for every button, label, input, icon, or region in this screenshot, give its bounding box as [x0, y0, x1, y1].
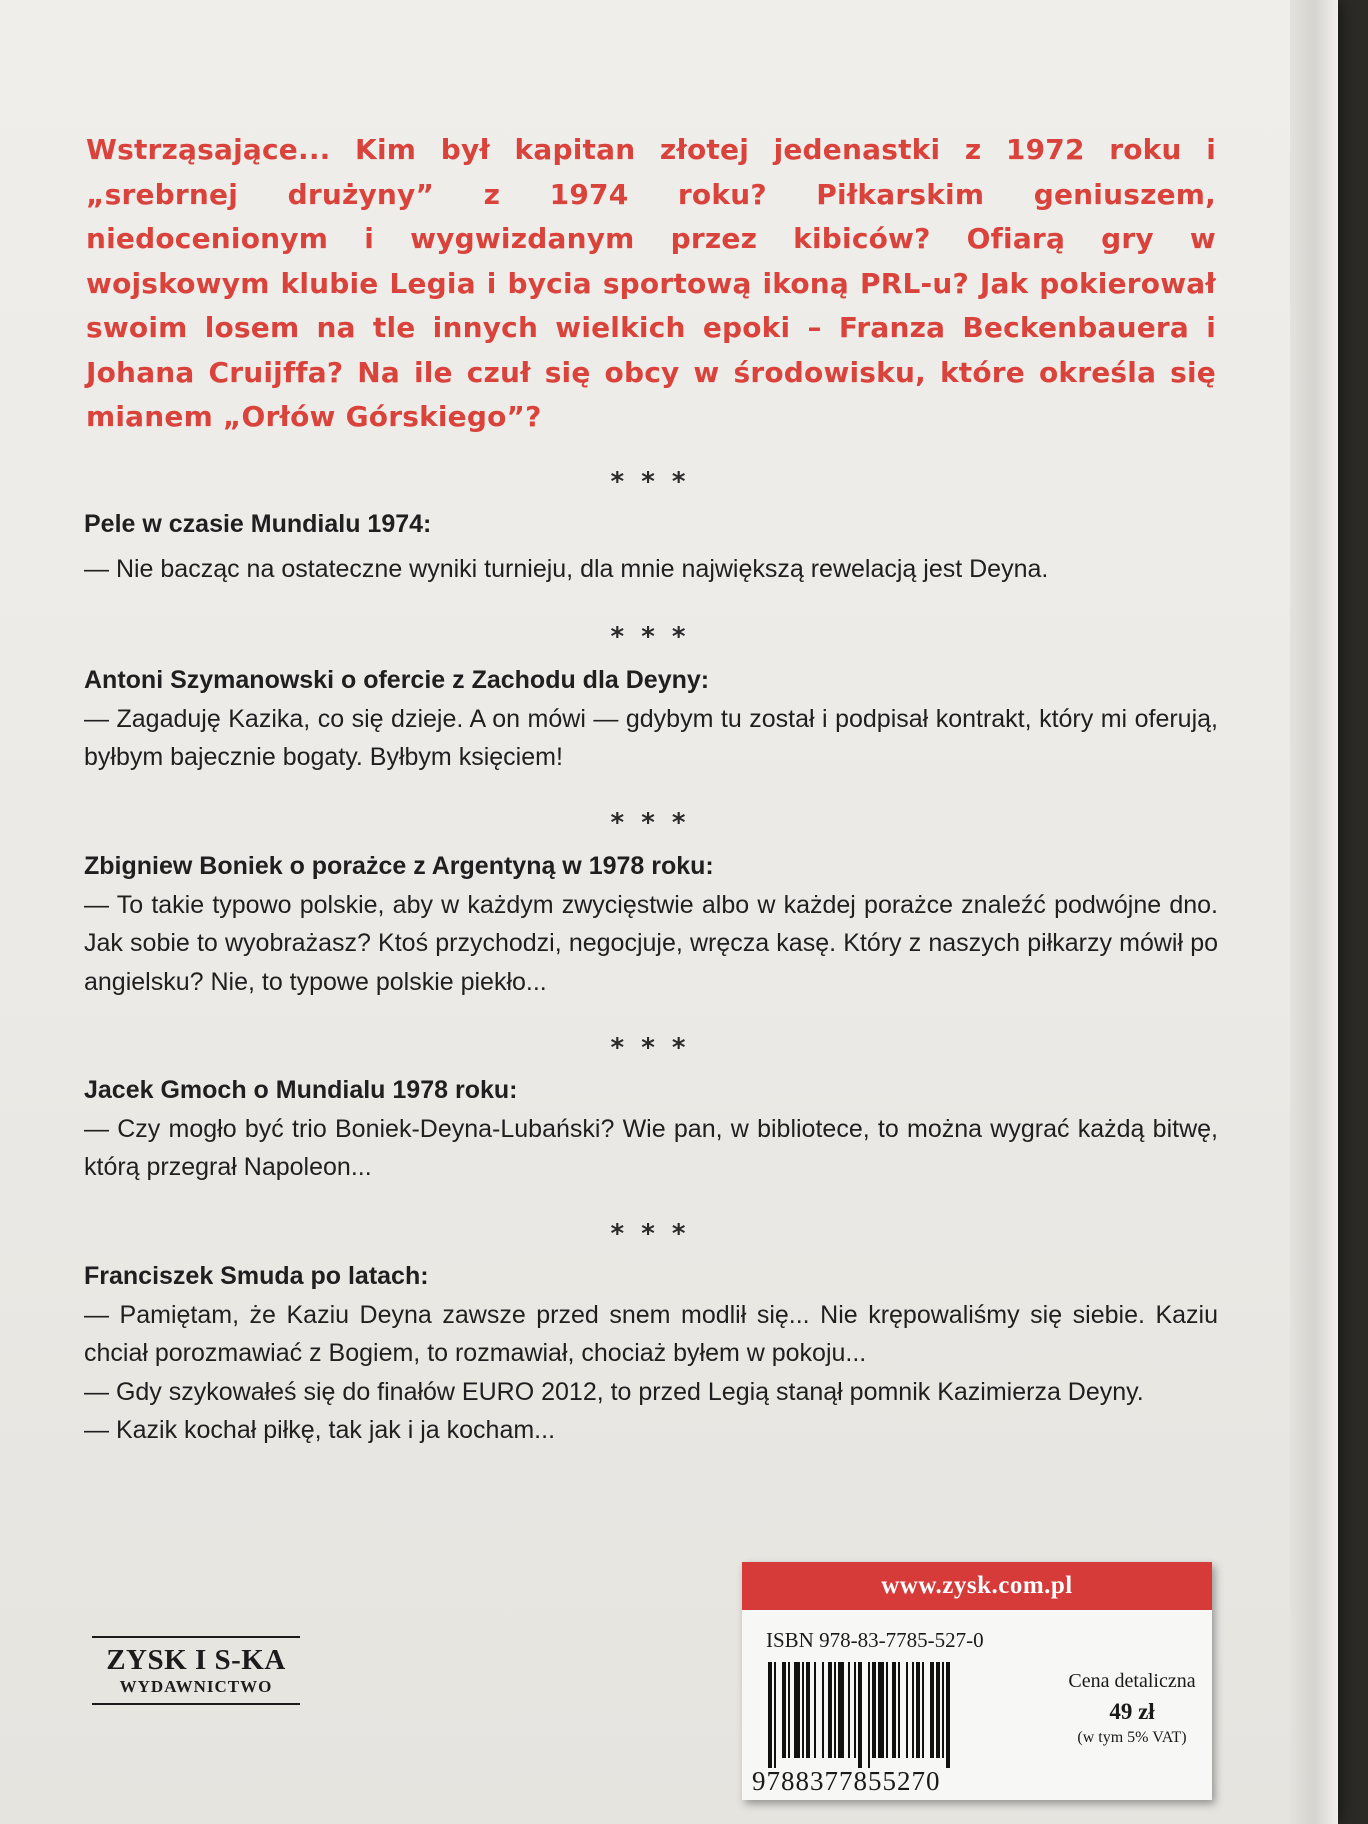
separator-stars: * * * — [610, 1219, 690, 1249]
quote-block — [84, 661, 1218, 777]
barcode-bar — [906, 1662, 908, 1758]
barcode-bar — [802, 1662, 804, 1758]
barcode-bar — [936, 1662, 940, 1758]
barcode-bar — [788, 1662, 790, 1758]
quote-line: — To takie typowo polskie, aby w każdym zwycięstwie albo w każdej porażce znaleźć podwójne dno. Jak sobie to wyobrażasz? Ktoś przychodzi, negocjuje, wręcza kasę. Który z naszych piłkarzy mówił po angielsku? Nie, to typowe polskie piekło... — [84, 890, 1218, 996]
barcode-bar — [806, 1662, 810, 1758]
barcode-bar — [838, 1662, 844, 1758]
price-sticker — [742, 1562, 1212, 1800]
barcode-bar — [822, 1662, 824, 1758]
price-box — [1042, 1670, 1222, 1747]
barcode-bars — [766, 1662, 1052, 1768]
barcode-bar — [942, 1662, 944, 1758]
barcode-bar — [946, 1662, 950, 1768]
price-value: 49 zł — [1109, 1699, 1155, 1724]
barcode-bar — [898, 1662, 900, 1758]
separator-stars: * * * — [610, 467, 690, 497]
quote-author: Franciszek Smuda po latach: — [84, 1262, 429, 1290]
barcode — [766, 1662, 1052, 1768]
quote-author: Antoni Szymanowski o ofercie z Zachodu dla Deyny: — [84, 666, 710, 694]
separator-stars: * * * — [610, 622, 690, 652]
barcode-bar — [828, 1662, 832, 1758]
quote-block — [84, 1071, 1218, 1187]
logo-rule — [92, 1703, 300, 1705]
barcode-bar — [814, 1662, 816, 1758]
barcode-bar — [886, 1662, 888, 1758]
barcode-bar — [768, 1662, 772, 1768]
quote-author: Zbigniew Boniek o porażce z Argentyną w 1978 roku: — [84, 852, 714, 880]
barcode-bar — [794, 1662, 800, 1758]
isbn-text: ISBN 978-83-7785-527-0 — [766, 1628, 984, 1652]
quote-author: Pele w czasie Mundialu 1974: — [84, 510, 432, 538]
publisher-url: www.zysk.com.pl — [742, 1562, 1212, 1610]
barcode-bar — [922, 1662, 924, 1758]
quote-line: — Kazik kochał piłkę, tak jak i ja kocham... — [84, 1416, 556, 1444]
barcode-bar — [868, 1662, 870, 1768]
quote-block — [84, 1257, 1218, 1450]
barcode-bar — [872, 1662, 876, 1758]
publisher-subtitle: WYDAWNICTWO — [119, 1677, 273, 1696]
price-label: Cena detaliczna — [1068, 1670, 1196, 1692]
barcode-bar — [878, 1662, 884, 1758]
blurb-text: Wstrząsające... Kim był kapitan złotej jedenastki z 1972 roku i „srebrnej drużyny” z 1974 roku? Piłkarskim geniuszem, niedocenionym i wygwizdanym przez kibiców? Ofiarą gry w wojskowym klubie Legia i bycia sportową ikoną PRL-u? Jak pokierował swoim losem na tle innych wielkich epoki – Franza Beckenbauera i Johana Cruijffa? Na ile czuł się obcy w środowisku, które określa się mianem „Orłów Górskiego”? — [86, 133, 1216, 433]
barcode-bar — [912, 1662, 914, 1758]
quote-line: — Czy mogło być trio Boniek-Deyna-Lubański? Wie pan, w bibliotece, to można wygrać każdą bitwę, którą przegrał Napoleon... — [84, 1114, 1218, 1181]
barcode-bar — [834, 1662, 836, 1758]
cover-edge — [1290, 0, 1338, 1824]
barcode-bar — [892, 1662, 896, 1758]
quote-author: Jacek Gmoch o Mundialu 1978 roku: — [84, 1076, 518, 1104]
barcode-bar — [854, 1662, 856, 1758]
barcode-bar — [774, 1662, 776, 1768]
barcode-bar — [916, 1662, 920, 1758]
quote-block — [84, 505, 1218, 588]
quote-line: — Zagaduję Kazika, co się dzieje. A on mówi — gdybym tu został i podpisał kontrakt, który mi oferują, byłbym bajecznie bogaty. Byłbym księciem! — [84, 704, 1218, 771]
barcode-number: 9788377855270 — [752, 1766, 941, 1796]
publisher-name: ZYSK I S-KA — [106, 1644, 286, 1676]
quote-line: — Nie bacząc na ostateczne wyniki turnieju, dla mnie największą rewelacją jest Deyna. — [84, 554, 1049, 583]
separator-stars: * * * — [610, 808, 690, 838]
quote-line: — Gdy szykowałeś się do finałów EURO 2012, to przed Legią stanął pomnik Kazimierza Deyny. — [84, 1377, 1144, 1406]
barcode-bar — [782, 1662, 786, 1758]
publisher-logo — [92, 1636, 300, 1705]
quote-line: — Pamiętam, że Kaziu Deyna zawsze przed snem modlił się... Nie krępowaliśmy się siebie. Kaziu chciał porozmawiać z Bogiem, to rozmawiał, chociaż byłem w pokoju... — [84, 1300, 1218, 1367]
barcode-bar — [848, 1662, 850, 1758]
quote-block — [84, 847, 1218, 1001]
price-note: (w tym 5% VAT) — [1077, 1729, 1187, 1746]
barcode-bar — [858, 1662, 862, 1768]
logo-rule — [92, 1636, 300, 1638]
barcode-bar — [930, 1662, 934, 1758]
separator-stars: * * * — [610, 1033, 690, 1063]
